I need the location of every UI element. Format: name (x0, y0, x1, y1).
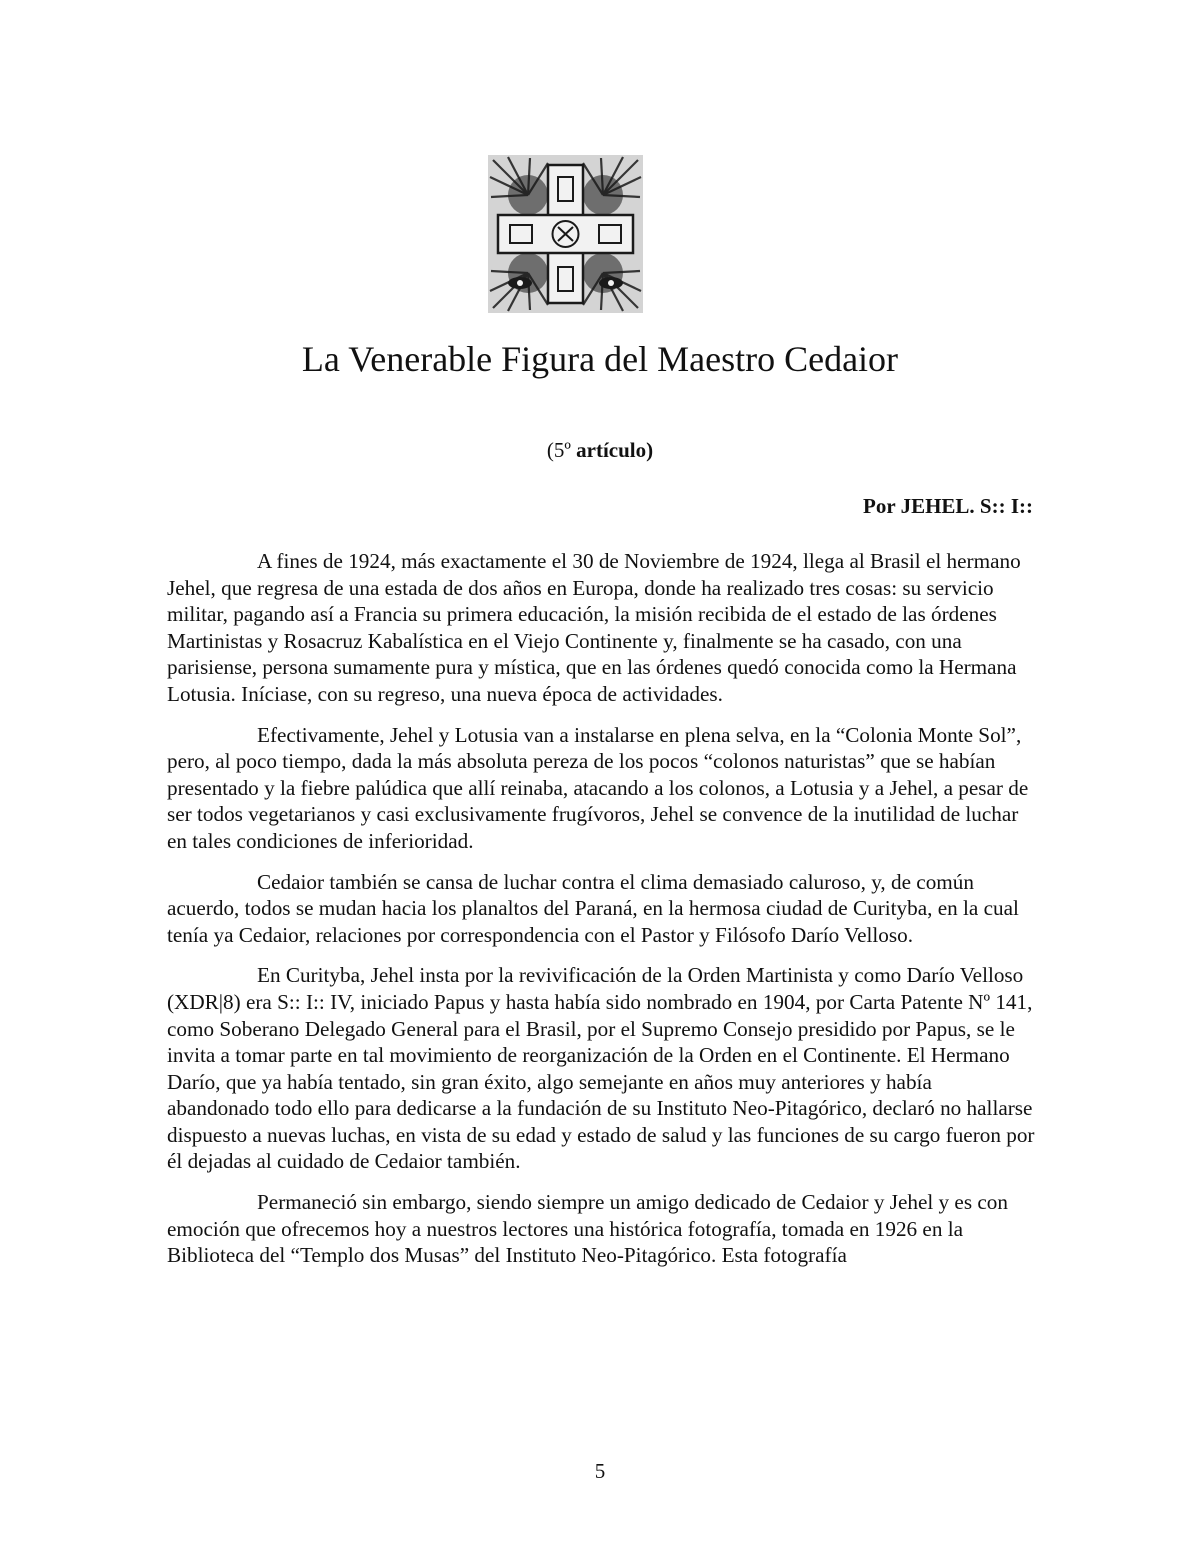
paragraph: En Curityba, Jehel insta por la revivificación de la Orden Martinista y como Darío Velloso (XDR|8) era S:: I:: IV, iniciado Papus y hasta había sido nombrado en 1904, por Carta Patente Nº 141, como Soberano Delegado General para el Brasil, por el Supremo Consejo presidido por Papus, se le invita a tomar parte en tal movimiento de reorganización de la Orden en el Continente. El Hermano Darío, que ya había tentado, sin gran éxito, algo semejante en años muy anteriores y había abandonado todo ello para dedicarse a la fundación de su Instituto Neo-Pitagórico, declaró no hallarse dispuesto a nuevas luchas, en vista de su edad y estado de salud y las funciones de su cargo fueron por él dejadas al cuidado de Cedaior también. (167, 963, 1035, 1174)
paragraph: Permaneció sin embargo, siendo siempre un amigo dedicado de Cedaior y Jehel y es con emoción que ofrecemos hoy a nuestros lectores una histórica fotografía, tomada en 1926 en la Biblioteca del “Templo dos Musas” del Instituto Neo-Pitagórico. Esta fotografía (167, 1190, 1008, 1268)
author-byline: Por JEHEL. S:: I:: (863, 494, 1033, 518)
article-number-bold: artículo) (576, 438, 654, 462)
page-title: La Venerable Figura del Maestro Cedaior (301, 339, 899, 379)
martinist-cross-emblem-icon (488, 155, 643, 313)
paragraph: Efectivamente, Jehel y Lotusia van a instalarse en plena selva, en la “Colonia Monte Sol”, pero, al poco tiempo, dada la más absoluta pereza de los pocos “colonos naturistas” que se habían presentado y la fiebre palúdica que allí reinaba, atacando a los colonos, a Lotusia y a Jehel, a pesar de ser todos vegetarianos y casi exclusivamente frugívoros, Jehel se convence de la inutilidad de luchar en tales condiciones de inferioridad. (167, 722, 1029, 853)
paragraph: Cedaior también se cansa de luchar contra el clima demasiado caluroso, y, de común acuerdo, todos se mudan hacia los planaltos del Paraná, en la hermosa ciudad de Curityba, en la cual tenía ya Cedaior, relaciones por correspondencia con el Pastor y Filósofo Darío Velloso. (167, 869, 1019, 947)
page-number: 5 (594, 1459, 606, 1483)
article-body (167, 548, 1035, 1283)
martinist-emblem-image (488, 155, 643, 313)
paragraph: A fines de 1924, más exactamente el 30 de Noviembre de 1924, llega al Brasil el hermano Jehel, que regresa de una estada de dos años en Europa, donde ha realizado tres cosas: su servicio militar, pagando así a Francia su primera educación, la misión recibida de el estado de las órdenes Martinistas y Rosacruz Kabalística en el Viejo Continente y, finalmente se ha casado, con una parisiense, persona sumamente pura y mística, que en las órdenes quedó conocida como la Hermana Lotusia. Iníciase, con su regreso, una nueva época de actividades. (167, 549, 1021, 706)
article-number (0, 438, 1200, 463)
article-number-open: (5º (546, 438, 577, 462)
